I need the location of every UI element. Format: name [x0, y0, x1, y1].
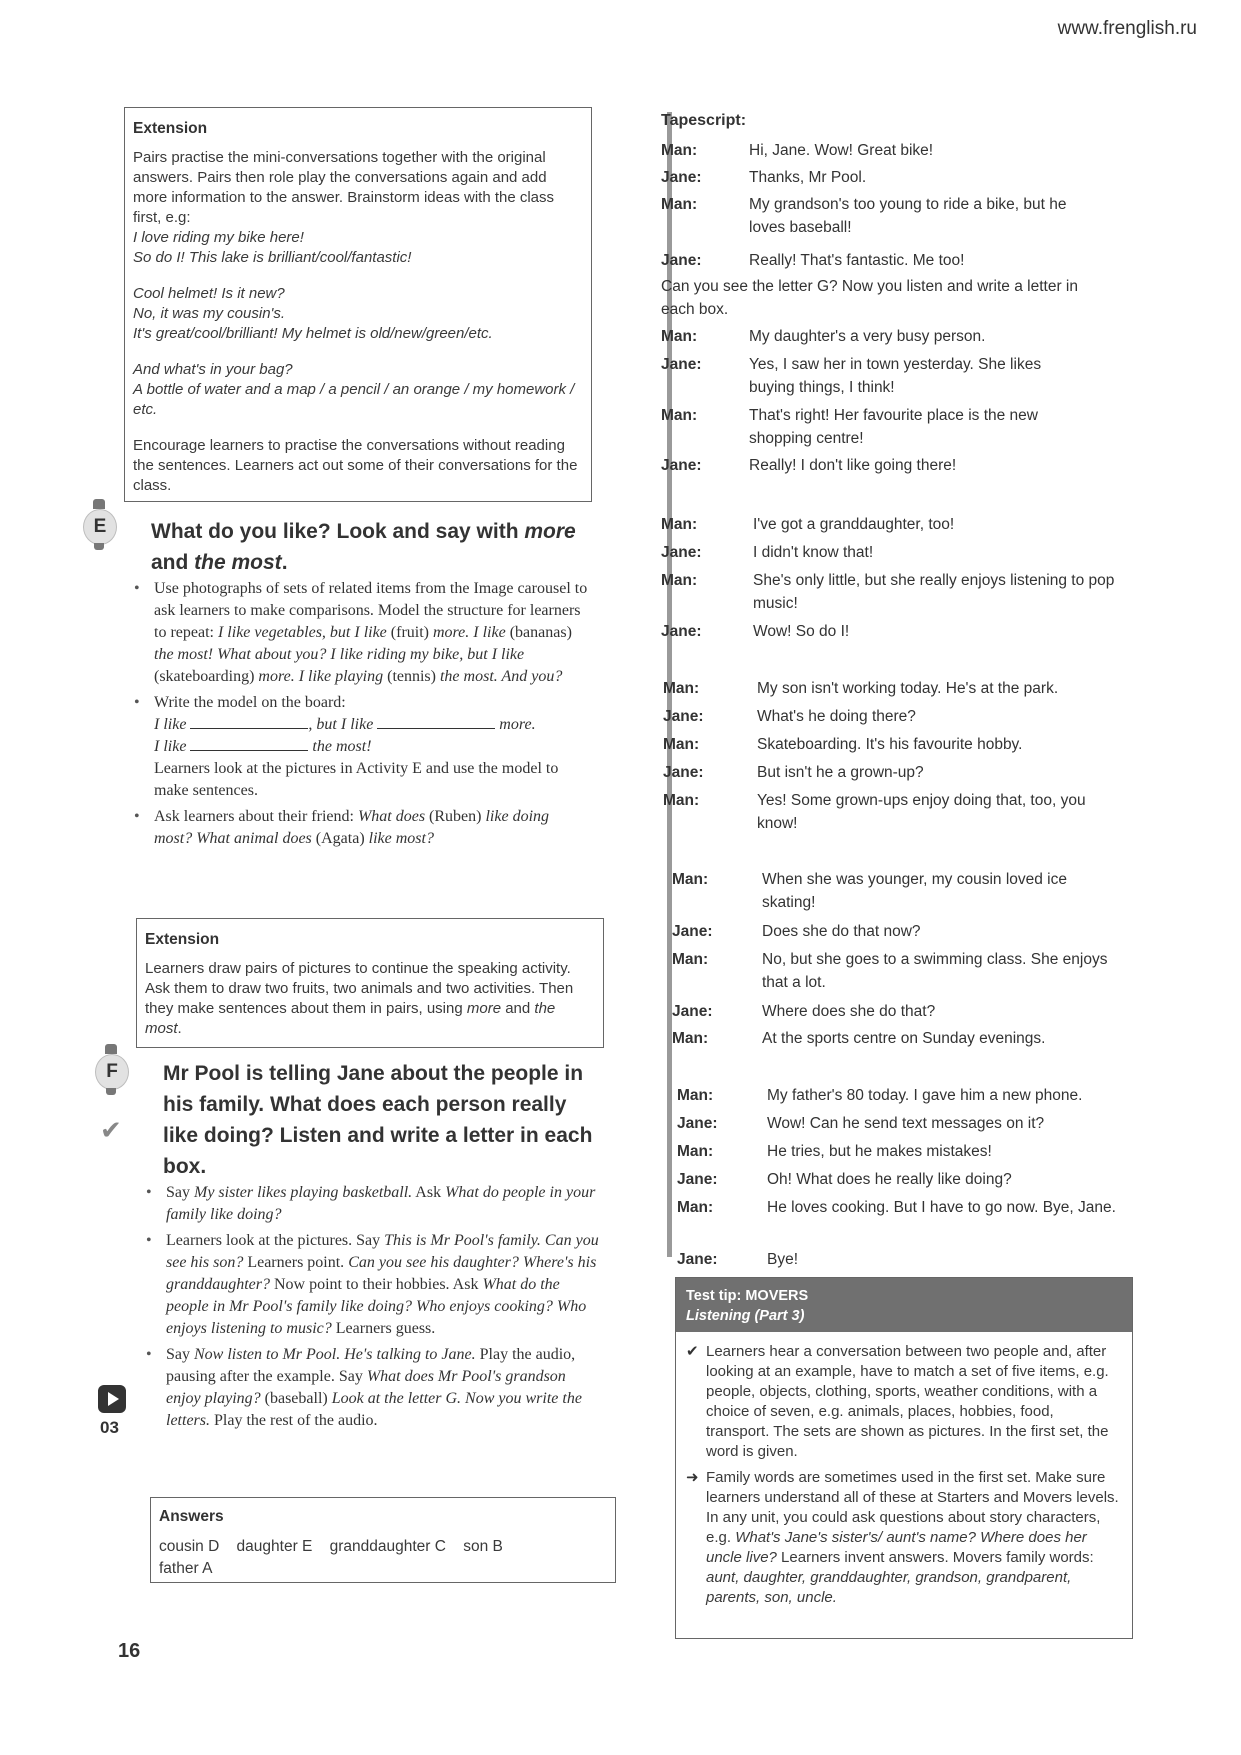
activity-e-instructions [130, 578, 590, 854]
extension-example: And what's in your bag? [133, 361, 293, 378]
page-number: 16 [118, 1640, 141, 1662]
answer-item: cousin D [159, 1538, 220, 1555]
extension-example: No, it was my cousin's. [133, 305, 286, 322]
extension-paragraph: Learners draw pairs of pictures to continue the speaking activity. Ask them to draw two fruits, two animals and two activities. Then they make sentences about them in pairs, using more and the most. [145, 960, 574, 1037]
audio-play-icon [98, 1385, 126, 1413]
activity-f-bulb-icon: F [95, 1040, 129, 1104]
extension-title: Extension [133, 120, 208, 137]
activity-f-instructions [142, 1182, 604, 1436]
extension-box-1 [124, 107, 592, 502]
extension-box-2 [136, 918, 604, 1048]
answers-list [159, 1536, 605, 1580]
extension-example: A bottle of water and a map / a pencil / an orange / my homework / etc. [133, 381, 575, 418]
arrow-icon: ➜ [686, 1469, 699, 1486]
test-tip-box [675, 1277, 1133, 1639]
test-tip-item: ➜ Family words are sometimes used in the first set. Make sure learners understand all of these at Starters and Movers levels. In any unit, you could ask questions about story characters, e.g. What's Jane's sister's/ aunt's name? Where does her uncle live? Learners invent answers. Movers family words: aunt, daughter, granddaughter, grandson, grandparent, parents, son, uncle. [686, 1469, 1119, 1606]
site-url: www.frenglish.ru [1057, 18, 1197, 39]
instruction-item: • Write the model on the board: I like , but I like more. I like the most! Learners look at the pictures in Activity E and use the model to make sentences. [130, 692, 590, 802]
instruction-item: • Say My sister likes playing basketball. Ask What do people in your family like doing? [142, 1182, 604, 1226]
extension-paragraph: Pairs practise the mini-conversations together with the original answers. Pairs then role play the conversations again and add more information to the answer. Brainstorm ideas with the class first, e.g: [133, 149, 555, 226]
answers-title: Answers [159, 1508, 224, 1525]
extension-paragraph: Encourage learners to practise the conversations without reading the sentences. Learners act out some of their conversations for the class. [133, 437, 578, 494]
instruction-item: • Use photographs of sets of related items from the Image carousel to ask learners to make comparisons. Model the structure for learners to repeat: I like vegetables, but I like (fruit) more. I like (bananas) the most! What about you? I like riding my bike, but I like (skateboarding) more. I like playing (tennis) the most. And you? [130, 578, 590, 688]
extension-example: It's great/cool/brilliant! My helmet is old/new/green/etc. [133, 325, 493, 342]
instruction-item: • Ask learners about their friend: What does (Ruben) like doing most? What animal does (Agata) like most? [130, 806, 590, 850]
test-tip-header [676, 1278, 1132, 1332]
activity-e-bulb-icon: E [83, 495, 117, 559]
instruction-item: • Say Now listen to Mr Pool. He's talking to Jane. Play the audio, pausing after the example. Say What does Mr Pool's grandson enjoy playing? (baseball) Look at the letter G. Now you write the letters. Play the rest of the audio. [142, 1344, 604, 1432]
test-tip-item: ✔ Learners hear a conversation between two people and, after looking at an example, have to match a set of five items, e.g. people, objects, clothing, sports, weather conditions, with a choice of seven, e.g. animals, places, hobbies, food, transport. The sets are shown as pictures. In the first set, the word is given. [686, 1343, 1109, 1460]
extension-title: Extension [145, 931, 220, 948]
instruction-item: • Learners look at the pictures. Say This is Mr Pool's family. Can you see his son? Learners point. Can you see his daughter? Where's his granddaughter? Now point to their hobbies. Ask What do the people in Mr Pool's family like doing? Who enjoys cooking? Who enjoys listening to music? Learners guess. [142, 1230, 604, 1340]
audio-track-number: 03 [100, 1418, 119, 1437]
answer-item: granddaughter C [329, 1538, 446, 1555]
activity-e-title: What do you like? Look and say with more and the most. [151, 520, 576, 574]
tapescript-title: Tapescript: [661, 112, 747, 129]
extension-example: Cool helmet! Is it new? [133, 285, 285, 302]
test-tip-subtitle: Listening (Part 3) [686, 1308, 805, 1324]
answer-item: father A [159, 1560, 213, 1577]
answer-item: daughter E [236, 1538, 313, 1555]
extension-example: So do I! This lake is brilliant/cool/fantastic! [133, 249, 412, 266]
tick-icon: ✔ [100, 1115, 122, 1145]
check-icon: ✔ [686, 1343, 699, 1360]
extension-example: I love riding my bike here! [133, 229, 304, 246]
test-tip-title: Test tip: MOVERS [686, 1288, 809, 1304]
answer-item: son B [463, 1538, 503, 1555]
activity-f-title: Mr Pool is telling Jane about the people in his family. What does each person really like doing? Listen and write a letter in each box. [163, 1062, 593, 1178]
answers-box [150, 1497, 616, 1583]
